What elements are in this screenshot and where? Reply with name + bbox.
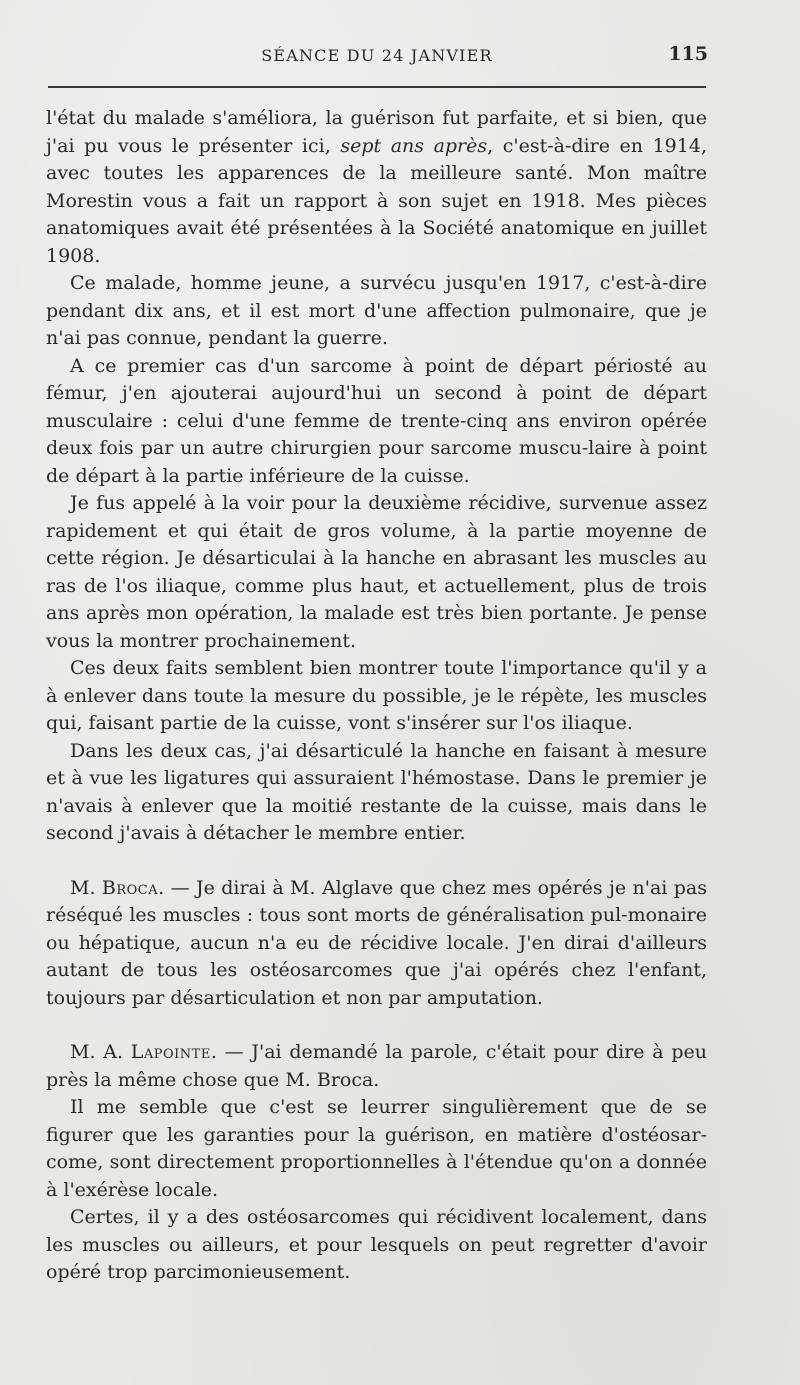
paragraph <box>46 1039 707 1094</box>
text-segment: l'état du malade s'améliora, la guérison fut parfaite, et si bien, que j'ai pu vous le présenter ici, <box>46 107 707 157</box>
text-segment: Il me semble que c'est se leurrer singulièrement que de se figurer que les garanties pour la guérison, en matière d'ostéosar-come, sont directement proportionnelles à l'étendue qu'on a donnée à l'exérèse locale. <box>46 1096 707 1201</box>
text-segment: . — J'ai demandé la parole, c'était pour dire à peu près la même chose que M. Broca. <box>46 1041 707 1091</box>
speaker-name: Broca <box>101 876 159 899</box>
paragraph <box>46 105 707 270</box>
text-segment: M. A. <box>70 1041 131 1063</box>
text-segment: M. <box>70 876 102 899</box>
text-segment: Ce malade, homme jeune, a survécu jusqu'en 1917, c'est-à-dire pendant dix ans, et il est mort d'une affection pulmonaire, que je n'ai pas connue, pendant la guerre. <box>46 272 707 349</box>
page-number: 115 <box>668 43 708 65</box>
paragraph <box>46 490 707 655</box>
body-text <box>46 105 707 1287</box>
running-title: SÉANCE DU 24 JANVIER <box>261 46 493 65</box>
paragraph <box>46 875 707 1013</box>
paragraph <box>46 353 707 491</box>
paragraph <box>46 1094 707 1204</box>
text-segment: . — Je dirai à M. Alglave que chez mes opérés je n'ai pas réséqué les muscles : tous sont morts de généralisation pul-monaire ou hépatique, aucun n'a eu de récidive locale. J'en dirai d'ailleurs autant de tous les ostéosarcomes que j'ai opérés chez l'enfant, toujours par désarticulation et non par amputation. <box>46 876 707 1009</box>
text-segment: , c'est-à-dire en 1914, avec toutes les apparences de la meilleure santé. Mon maître Morestin vous a fait un rapport à son sujet en 1918. Mes pièces anatomiques avait été présentées à la Société anatomique en juillet 1908. <box>46 134 707 267</box>
speaker-name: Lapointe <box>130 1041 211 1063</box>
paragraph <box>46 1204 707 1287</box>
text-segment: Ces deux faits semblent bien montrer toute l'importance qu'il y a à enlever dans toute la mesure du possible, je le répète, les muscles qui, faisant partie de la cuisse, vont s'insérer sur l'os iliaque. <box>46 657 707 734</box>
paragraph <box>46 738 707 848</box>
running-head <box>46 43 708 76</box>
text-segment: A ce premier cas d'un sarcome à point de départ périosté au fémur, j'en ajouterai aujourd'hui un second à point de départ musculaire : celui d'une femme de trente-cinq ans environ opérée deux fois par un autre chirurgien pour sarcome muscu-laire à point de départ à la partie inférieure de la cuisse. <box>46 354 707 487</box>
header-rule <box>48 86 706 88</box>
text-segment: Je fus appelé à la voir pour la deuxième récidive, survenue assez rapidement et qui était de gros volume, à la partie moyenne de cette région. Je désarticulai à la hanche en abrasant les muscles au ras de l'os iliaque, comme plus haut, et actuellement, plus de trois ans après mon opération, la malade est très bien portante. Je pense vous la montrer prochainement. <box>46 492 707 652</box>
text-segment: Certes, il y a des ostéosarcomes qui récidivent localement, dans les muscles ou ailleurs, et pour lesquels on peut regretter d'avoir opéré trop parcimonieusement. <box>46 1206 707 1283</box>
paragraph <box>46 270 707 353</box>
text-segment: Dans les deux cas, j'ai désarticulé la hanche en faisant à mesure et à vue les ligatures qui assuraient l'hémostase. Dans le premier je n'avais à enlever que la moitié restante de la cuisse, mais dans le second j'avais à détacher le membre entier. <box>46 739 707 844</box>
italic-text: sept ans après <box>340 134 488 157</box>
paragraph <box>46 655 707 738</box>
